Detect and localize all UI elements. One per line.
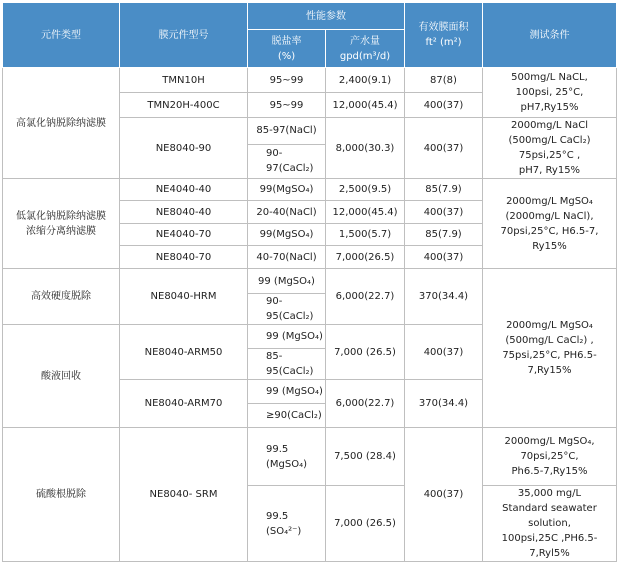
test-line: 2000mg/L NaCl <box>510 120 589 131</box>
rejection-cell: 99 (MgSO₄) <box>248 325 326 349</box>
test-line: Standard seawater solution, <box>502 503 597 529</box>
rejection-cell: 99.5 (SO₄²⁻) <box>248 486 326 562</box>
header-row-1 <box>3 3 617 30</box>
flow-cell: 7,000 (26.5) <box>326 486 405 562</box>
test-line: 500mg/L NaCL, <box>511 72 588 83</box>
col-header-area <box>405 3 483 68</box>
rejection-cell: 95~99 <box>248 68 326 93</box>
area-cell: 85(7.9) <box>405 224 483 246</box>
type-cell: 酸液回收 <box>3 325 120 428</box>
flow-cell: 7,000 (26.5) <box>326 325 405 380</box>
test-line: 35,000 mg/L <box>517 488 582 499</box>
model-cell: NE8040-40 <box>120 201 248 224</box>
type-cell <box>3 179 120 269</box>
flow-header-unit: gpd(m³/d) <box>339 50 391 62</box>
rejection-cell: 85-95(CaCl₂) <box>248 349 326 380</box>
model-cell: NE8040-HRM <box>120 269 248 325</box>
test-cell <box>483 269 617 428</box>
test-cell <box>483 118 617 179</box>
col-header-rejection <box>248 30 326 68</box>
area-header-label: 有效膜面积 <box>418 22 469 33</box>
rejection-cell: 99 (MgSO₄) <box>248 269 326 294</box>
model-cell: NE4040-40 <box>120 179 248 201</box>
area-cell: 400(37) <box>405 246 483 269</box>
area-cell: 400(37) <box>405 201 483 224</box>
col-header-test: 测试条件 <box>483 3 617 68</box>
test-line: Ph6.5-7,Ry15% <box>511 466 588 477</box>
rejection-cell: 90-97(CaCl₂) <box>248 144 326 178</box>
rejection-cell: 40-70(NaCl) <box>248 246 326 269</box>
type-cell: 高效硬度脱除 <box>3 269 120 325</box>
flow-cell: 1,500(5.7) <box>326 224 405 246</box>
area-cell: 400(37) <box>405 93 483 118</box>
area-cell: 400(37) <box>405 325 483 380</box>
rejection-header-label: 脱盐率 <box>271 35 302 47</box>
test-line: pH7,Ry15% <box>520 102 579 113</box>
test-line: 2000mg/L MgSO₄ <box>506 195 593 207</box>
test-cell <box>483 428 617 486</box>
test-cell <box>483 68 617 118</box>
area-cell: 370(34.4) <box>405 380 483 428</box>
rejection-cell: 95~99 <box>248 93 326 118</box>
spec-table-container <box>2 2 617 562</box>
table-row <box>3 269 617 294</box>
flow-cell: 7,000(26.5) <box>326 246 405 269</box>
col-header-performance: 性能参数 <box>248 3 405 30</box>
test-line: (2000mg/L NaCl), <box>505 210 594 222</box>
flow-cell: 6,000(22.7) <box>326 380 405 428</box>
test-line: 75psi,25°C, PH6.5-7,Ry15% <box>502 350 597 376</box>
test-cell <box>483 486 617 562</box>
rejection-header-unit: (%) <box>277 50 296 62</box>
model-cell: NE8040-90 <box>120 118 248 179</box>
model-cell: NE8040-ARM70 <box>120 380 248 428</box>
area-cell: 400(37) <box>405 428 483 562</box>
rejection-cell: 20-40(NaCl) <box>248 201 326 224</box>
test-line: 100psi, 25°C, <box>515 87 584 98</box>
table-row <box>3 428 617 486</box>
test-line: 2000mg/L MgSO₄ <box>506 320 593 331</box>
model-cell: NE4040-70 <box>120 224 248 246</box>
table-row <box>3 179 617 201</box>
rejection-cell: 90-95(CaCl₂) <box>248 294 326 325</box>
flow-cell: 12,000(45.4) <box>326 201 405 224</box>
nanofiltration-spec-table <box>2 2 617 562</box>
flow-cell: 2,500(9.5) <box>326 179 405 201</box>
rejection-cell: 85-97(NaCl) <box>248 118 326 145</box>
test-cell <box>483 179 617 269</box>
test-line: 70psi,25°C, H6.5-7, Ry15% <box>500 225 599 252</box>
col-header-type: 元件类型 <box>3 3 120 68</box>
test-line: (500mg/L CaCl₂) , <box>505 335 594 346</box>
type-cell: 硫酸根脱除 <box>3 428 120 562</box>
type-cell: 高氯化钠脱除纳滤膜 <box>3 68 120 179</box>
area-cell: 87(8) <box>405 68 483 93</box>
test-line: (500mg/L CaCl₂) 75psi,25°C , <box>508 135 591 161</box>
model-cell: TMN20H-400C <box>120 93 248 118</box>
model-cell: NE8040- SRM <box>120 428 248 562</box>
flow-cell: 8,000(30.3) <box>326 118 405 179</box>
rejection-cell: 99(MgSO₄) <box>248 224 326 246</box>
rejection-cell: 99 (MgSO₄) <box>248 380 326 404</box>
area-cell: 370(34.4) <box>405 269 483 325</box>
test-line: 100psi,25C ,PH6.5-7,Ryl5% <box>501 533 598 559</box>
col-header-flow <box>326 30 405 68</box>
col-header-model: 膜元件型号 <box>120 3 248 68</box>
area-header-unit: ft² (m²) <box>425 37 462 48</box>
area-cell: 400(37) <box>405 118 483 179</box>
type-line: 浓缩分离纳滤膜 <box>26 225 96 237</box>
flow-cell: 6,000(22.7) <box>326 269 405 325</box>
flow-cell: 2,400(9.1) <box>326 68 405 93</box>
test-line: 2000mg/L MgSO₄, <box>504 436 595 447</box>
rejection-cell: 99(MgSO₄) <box>248 179 326 201</box>
table-row <box>3 68 617 93</box>
model-cell: NE8040-70 <box>120 246 248 269</box>
rejection-cell: 99.5 (MgSO₄) <box>248 428 326 486</box>
test-line: 70psi,25°C, <box>520 451 579 462</box>
flow-cell: 7,500 (28.4) <box>326 428 405 486</box>
area-cell: 85(7.9) <box>405 179 483 201</box>
rejection-cell: ≥90(CaCl₂) <box>248 404 326 428</box>
model-cell: NE8040-ARM50 <box>120 325 248 380</box>
flow-cell: 12,000(45.4) <box>326 93 405 118</box>
flow-header-label: 产水量 <box>350 35 380 47</box>
test-line: pH7, Ry15% <box>518 165 581 176</box>
model-cell: TMN10H <box>120 68 248 93</box>
type-line: 低氯化钠脱除纳滤膜 <box>16 210 106 222</box>
